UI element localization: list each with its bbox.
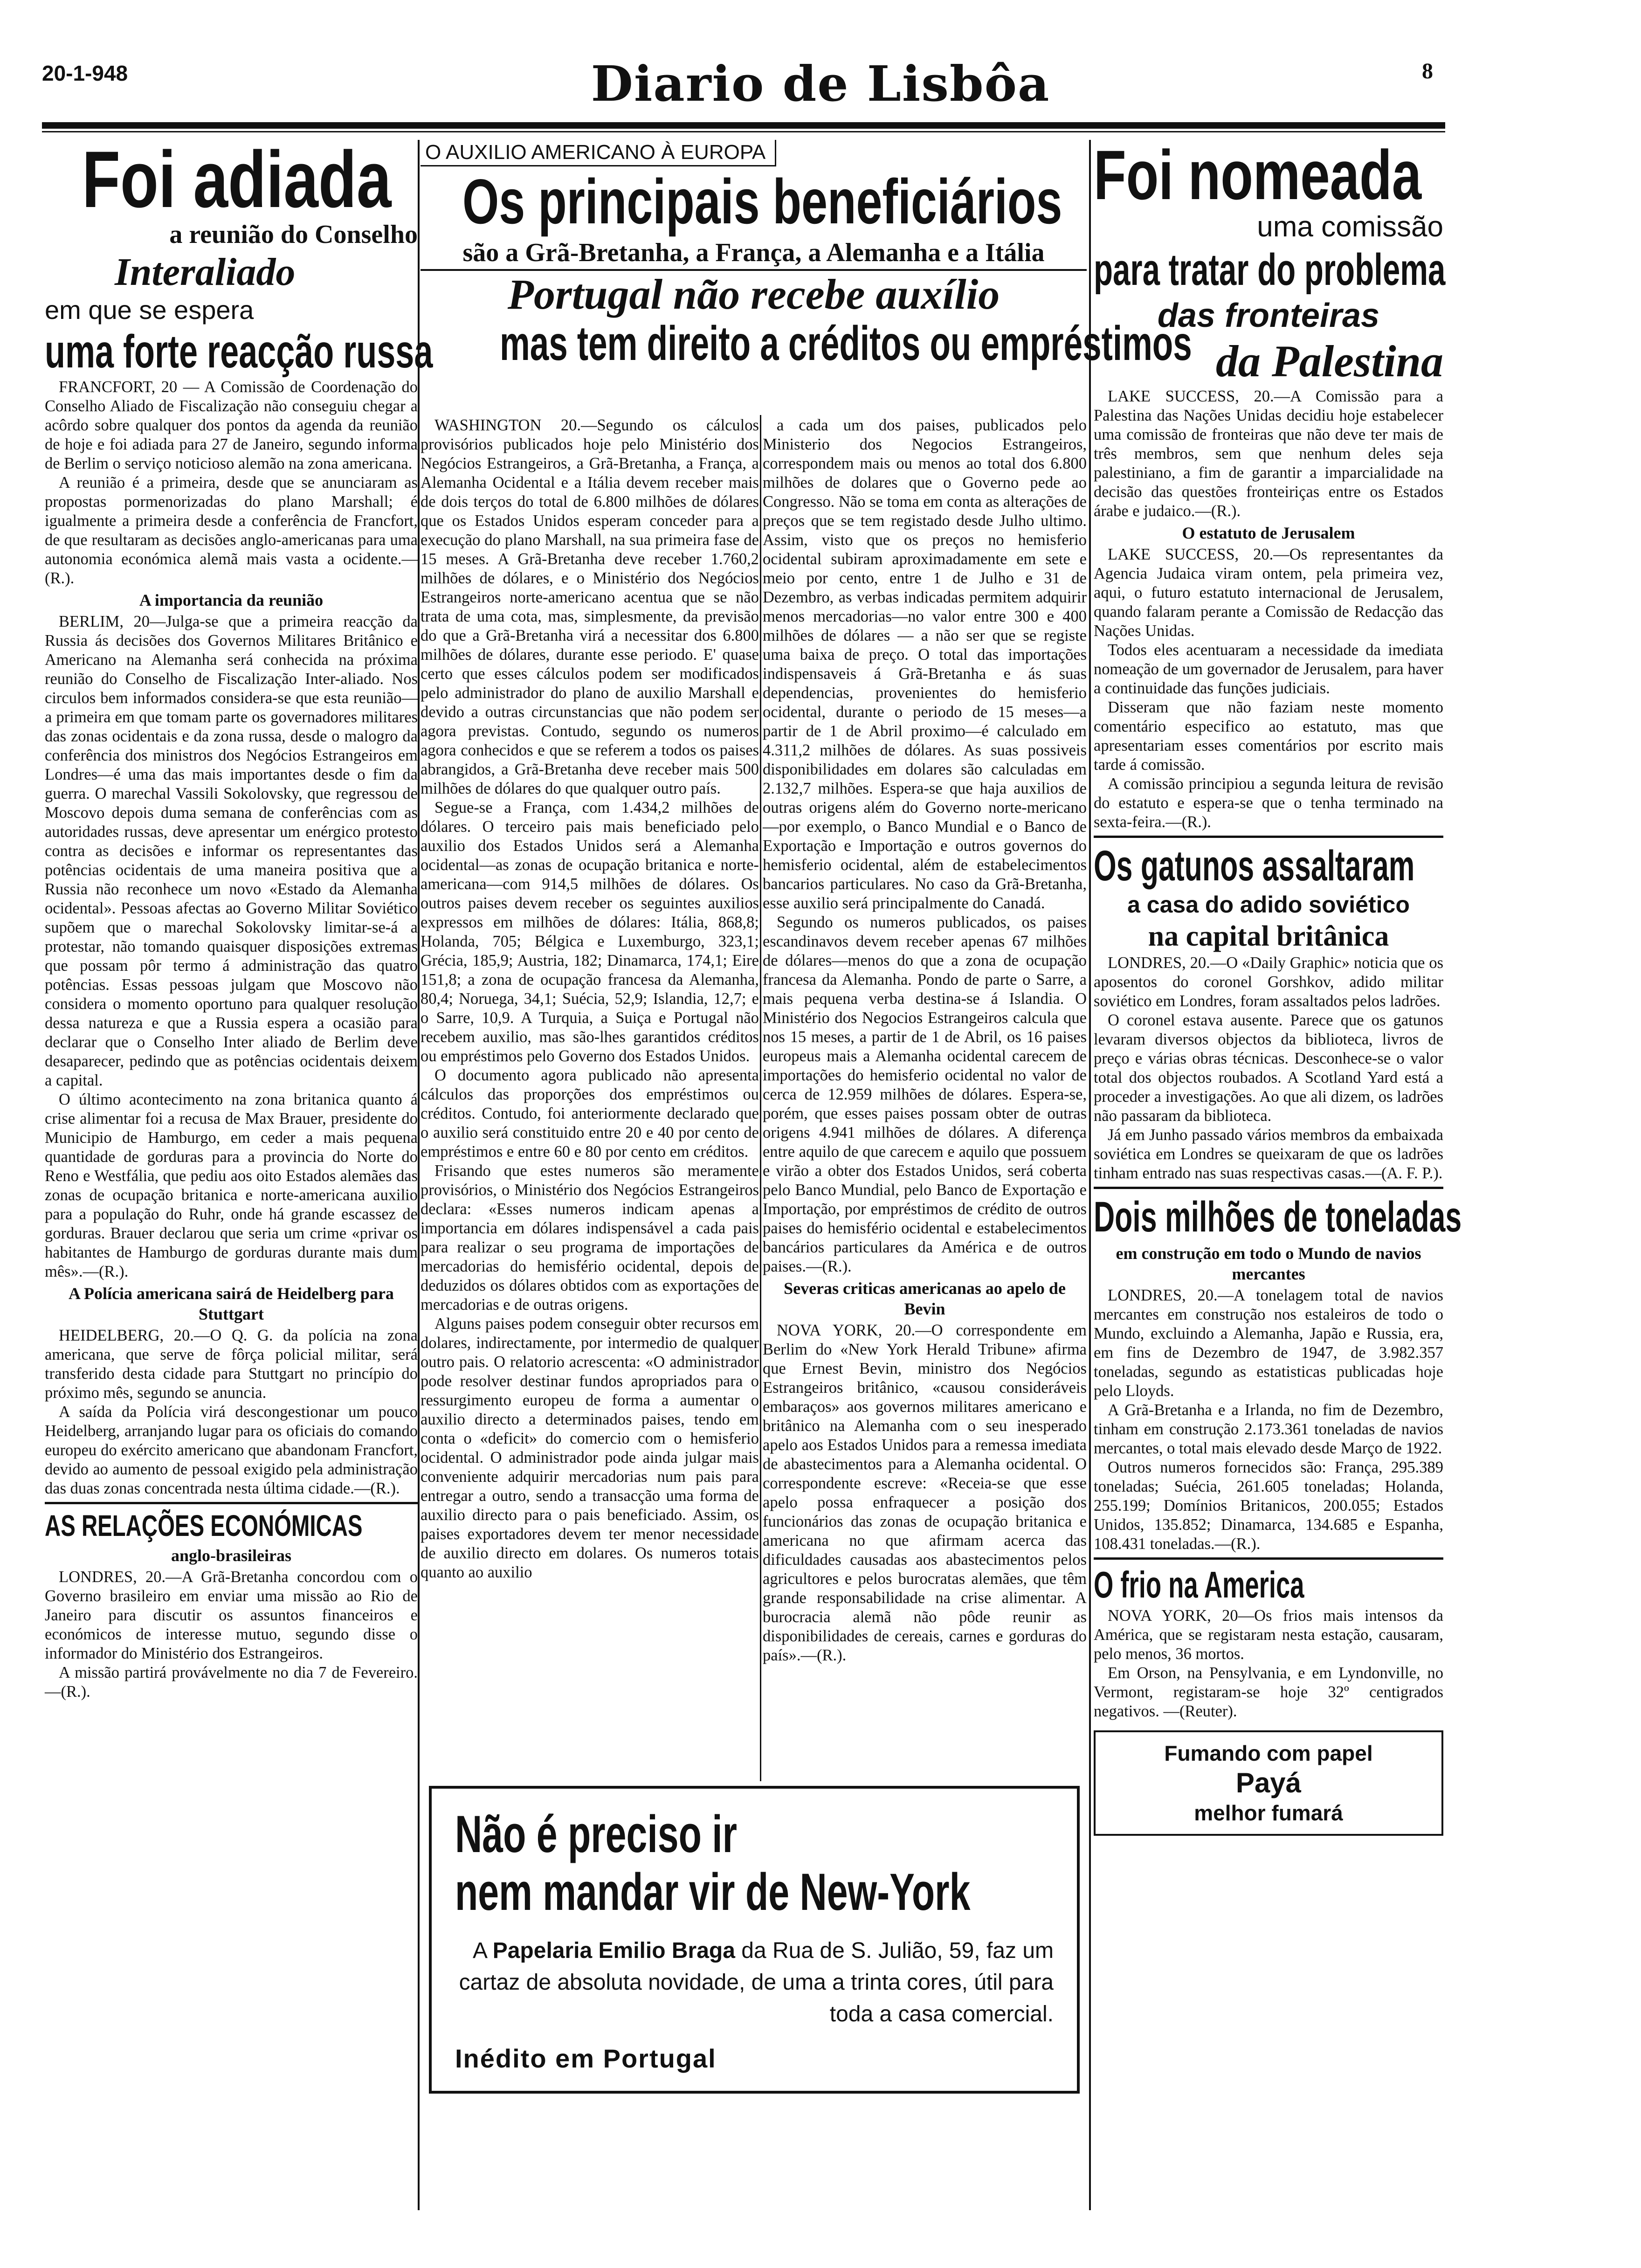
article-headline: Dois milhões de toneladas <box>1094 1193 1462 1241</box>
article-subheadline: uma forte reacção russa <box>45 325 433 378</box>
paragraph: Segundo os numeros publicados, os paises escandinavos devem receber apenas 67 milhões de dólares—menos do que a zona de ocupação francesa da Alemanha. Pondo de parte o Sarre, a mais pequena verba destina-se á Islandia. O Ministério dos Negocios Estrangeiros calcula que nos 15 meses, a partir de 1 de Abril, os 16 paises europeus mais a Alemanha ocidental carecem de importações do hemisferio ocidental no valor de cerca de 12.959 milhões de dólares. Espera-se, porém, que esses paises possam obter de outras origens 4.941 milhões de dólares. A diferença entre aquilo de que carecem e aquilo que possuem e virão a obter dos Estados Unidos, será coberta pelo Banco Mundial, pelo Banco de Exportação e Importação, por empréstimos de crédito de outros paises do hemisfério ocidental e estabelecimentos bancários particulares da América e de outros paises.—(R.). <box>763 913 1087 1275</box>
column-rule <box>1089 140 1091 2210</box>
ad-footer: Inédito em Portugal <box>455 2044 717 2073</box>
section-subheading: Severas criticas americanas ao apelo de Bevin <box>784 1279 1066 1318</box>
paragraph: LAKE SUCCESS, 20.—A Comissão para a Palestina das Nações Unidas decidiu hoje estabelecer uma comissão de fronteiras que não deve ter mais de três membros, sem que nenhum deles seja palestiniano, a fim de garantir a imparcialidade na decisão das questões fronteiriças entre os Estados árabe e judaico.—(R.). <box>1094 387 1443 520</box>
column-rule <box>760 415 761 1781</box>
ad-line: melhor fumará <box>1194 1801 1343 1825</box>
divider <box>1094 1557 1443 1560</box>
paragraph: A reunião é a primeira, desde que se anunciaram as propostas pormenorizadas do plano Marshall; é igualmente a primeira desde a conferência de Francfort, de que resultaram as decisões anglo-americanas para uma autonomia económica alemã mais vasta a ocidente.—(R.). <box>45 474 418 587</box>
ad-brand: Papelaria Emilio Braga <box>492 1938 735 1963</box>
newspaper-title: Diario de Lisbôa <box>591 55 1050 112</box>
column-rule <box>418 140 420 2210</box>
article-headline: Foi adiada <box>82 135 392 224</box>
advertisement <box>429 1786 1080 2094</box>
article-subheadline: em construção em todo o Mundo de navios mercantes <box>1116 1244 1421 1283</box>
paragraph: Todos eles acentuaram a necessidade da imediata nomeação de um governador de Jerusalem, para haver a continuidade das funções judiciais. <box>1094 641 1443 697</box>
divider <box>45 1502 418 1504</box>
paragraph: Frisando que estes numeros são meramente provisórios, o Ministério dos Negócios Estrangeiros declara: «Esses numeros indicam apenas a importancia em dólares indispensável a cada pais para realizar o seu programa de importações de mercadorias do hemisfério ocidental, depois de deduzidos os dólares obtidos com as exportações de mercadorias e de outras origens. <box>421 1162 759 1314</box>
article-body <box>763 416 1087 1665</box>
issue-date: 20-1-948 <box>42 61 128 85</box>
article-subheadline: na capital britânica <box>1148 920 1389 952</box>
section-subheading: O estatuto de Jerusalem <box>1182 524 1355 542</box>
paragraph: A missão partirá provávelmente no dia 7 de Fevereiro.—(R.). <box>45 1664 418 1701</box>
kicker: O AUXILIO AMERICANO À EUROPA <box>421 140 776 166</box>
divider <box>1094 1187 1443 1189</box>
paragraph: A saída da Polícia virá descongestionar um pouco Heidelberg, arranjando lugar para os oficiais do comando europeu do exército americano que abandonam Francfort, devido ao aumento de pessoal exigido pela administração das duas zonas concentrada nesta última cidade.—(R.). <box>45 1403 418 1497</box>
paragraph: WASHINGTON 20.—Segundo os cálculos provisórios publicados hoje pelo Ministério dos Negócios Estrangeiros, a Grã-Bretanha, a França, a Alemanha Ocidental e a Itália devem receber mais de dois terços do total de 6.800 milhões de dólares que os Estados Unidos esperam conceder para a execução do plano Marshall, na sua primeira fase de 15 meses. A Grã-Bretanha deve receber 1.760,2 milhões de dólares, e o Ministério dos Negócios Estrangeiros norte-americano acentua que se não trata de uma cota, mas, simplesmente, da previsão do que a Grã-Bretanha virá a necessitar dos 6.800 milhões de dólares, durante esse periodo. E' quase certo que esses cálculos podem ser modificados pelo administrador do plano de auxilio Marshall e devido a outras circunstancias que não podem ser agora previstas. Contudo, segundo os numeros agora conhecidos e que se referem a todos os paises abrangidos, a Grã-Bretanha deve receber mais 500 milhões de dólares do que qualquer outro país. <box>421 416 759 797</box>
article-headline: AS RELAÇÕES ECONÓMICAS <box>45 1509 363 1542</box>
paragraph: O documento agora publicado não apresenta cálculos das proporções dos empréstimos ou créditos. Contudo, foi anteriormente declarado que o auxilio será constituido entre 20 e 40 por cento de empréstimos e entre 60 e 80 por cento em créditos. <box>421 1066 759 1161</box>
masthead-rule <box>42 122 1445 129</box>
ad-headline: nem mandar vir de New-York <box>455 1863 971 1921</box>
paragraph: O último acontecimento na zona britanica quanto á crise alimentar foi a recusa de Max Brauer, presidente do Municipio de Hamburgo, em ceder a mais pequena quantidade de gorduras para a provincia do Norte do Reno e Westfália, que pediu aos oito Estados alemães das zonas de ocupação britanica e norte-americana auxilio para a população do Ruhr, onde há grande escassez de gorduras. Brauer declarou que seria um crime «privar os habitantes de Hamburgo de gorduras durante mais dum mês».—(R.). <box>45 1091 418 1280</box>
article-subheadline: para tratar do problema <box>1094 245 1446 295</box>
paragraph: LONDRES, 20.—A Grã-Bretanha concordou com o Governo brasileiro em enviar uma missão ao Rio de Janeiro para discutir os assuntos financeiros e económicos de interesse mutuo, segundo disse o informador do Ministério dos Estrangeiros. <box>45 1568 418 1662</box>
paragraph: Em Orson, na Pensylvania, e em Lyndonville, no Vermont, registaram-se hoje 32º centigrados negativos. —(Reuter). <box>1094 1664 1443 1720</box>
article-body <box>1094 387 1462 1721</box>
article-subheadline: a reunião do Conselho <box>169 220 418 249</box>
article-subheadline: mas tem direito a créditos ou empréstimos <box>500 317 1192 371</box>
article-headline: Os principais beneficiários <box>462 166 1062 237</box>
article-subheadline: a casa do adido soviético <box>1127 892 1410 918</box>
paragraph: LONDRES, 20.—A tonelagem total de navios mercantes em construção nos estaleiros de todo o Mundo, excluindo a Alemanha, Japão e Russia, era, em fins de Dezembro de 1947, de 3.982.357 toneladas, segundo as estatisticas publicadas hoje pelo Lloyds. <box>1094 1286 1443 1400</box>
paragraph: BERLIM, 20—Julga-se que a primeira reacção da Russia ás decisões dos Governos Militares Britânico e Americano na Alemanha será conhecida na próxima reunião do Conselho de Fiscalização Inter-aliado. Nos circulos bem informados considera-se que esta reunião—a primeira em que tomam parte os governadores militares das zonas ocidentais e da zona russa, desde o malogro da conferência dos ministros dos Negócios Estrangeiros em Londres—é uma das mais importantes desde o fim da guerra. O marechal Vassili Sokolovsky, que regressou de Moscovo depois duma semana de conferências com as autoridades russas, deve apresentar um enérgico protesto contra as decisões e informar os representantes das potências ocidentais de uma maneira positiva que a Russia não reconhece um novo «Estado da Alemanha ocidental». Pessoas afectas ao Governo Militar Soviético supõem que o marechal Sokolovsky limitar-se-á a protestar, não tomando quaisquer disposições extremas que possam pôr termo á administração das quatro potências. Essas pessoas julgam que Moscovo não considera o momento oportuno para qualquer resolução dessa natureza e que a Russia espera a ocasião para declarar que o Conselho Inter aliado de Berlim deve desaparecer, pedindo que as potências ocidentais deixem a capital. <box>45 613 418 1089</box>
paragraph: NOVA YORK, 20—Os frios mais intensos da América, que se registaram nesta estação, causaram, pelo menos, 36 mortos. <box>1094 1607 1443 1663</box>
article-subheadline: são a Grã-Bretanha, a França, a Alemanha e a Itália <box>421 236 1087 271</box>
paragraph: FRANCFORT, 20 — A Comissão de Coordenação do Conselho Aliado de Fiscalização não conseguiu chegar a acôrdo sobre qualquer dos pontos da agenda da reunião de hoje e foi adiada para 27 de Janeiro, segundo informa de Berlim o serviço noticioso alemão na zona americana. <box>45 378 418 472</box>
paragraph: Alguns paises podem conseguir obter recursos em dolares, indirectamente, por intermedio de qualquer outro pais. O relatorio acrescenta: «O administrador pode resolver destinar fundos apropriados para o ressurgimento europeu de forma a aumentar o auxilio directo a determinados paises, tendo em conta o «deficit» do comercio com o hemisferio ocidental. O administrador pode ainda julgar mais conveniente adquirir mercadorias num pais para entregar a outro, sendo a transacção uma forma de auxilio directo para o pais beneficiado. Assim, os paises exportadores devem ter menor necessidade de auxilio directo em dolares. Os numeros totais quanto ao auxilio <box>421 1315 759 1581</box>
article-subheadline: anglo-brasileiras <box>171 1546 291 1565</box>
divider <box>1094 836 1443 838</box>
paragraph: Segue-se a França, com 1.434,2 milhões de dólares. O terceiro pais mais beneficiado pelo auxilio dos Estados Unidos será a Alemanha ocidental—as zonas de ocupação britanica e norte-americana—com 914,5 milhões de dólares. Os outros paises devem receber os seguintes auxilios expressos em milhões de dólares: Itália, 868,8; Holanda, 705; Bélgica e Luxemburgo, 323,1; Grécia, 185,9; Austria, 182; Dinamarca, 174,1; Eire 151,8; a zona de ocupação francesa da Alemanha, 80,4; Noruega, 34,1; Suécia, 52,9; Islandia, 12,7; e o Sarre, 10,9. A Turquia, a Suiça e Portugal não recebem auxilio, mas são-lhes garantidos créditos ou empréstimos pelo Governo dos Estados Unidos. <box>421 799 759 1065</box>
paragraph: A Grã-Bretanha e a Irlanda, no fim de Dezembro, tinham em construção 2.173.361 toneladas de navios mercantes, o total mais elevado desde Março de 1922. <box>1094 1401 1443 1457</box>
article-subheadline: em que se espera <box>45 295 254 325</box>
paragraph: Já em Junho passado vários membros da embaixada soviética em Londres se queixaram de que os ladrões tinham entrado nas suas respectivas casas.—(A. F. P.). <box>1094 1126 1443 1182</box>
article-subheadline: das fronteiras <box>1157 297 1380 334</box>
ad-line: Fumando com papel <box>1164 1741 1373 1765</box>
article-body <box>421 416 759 1582</box>
paragraph: LONDRES, 20.—O «Daily Graphic» noticia que os aposentos do coronel Gorshkov, adido militar soviético em Londres, foram assaltados pelos ladrões. <box>1094 954 1443 1010</box>
ad-text: A <box>473 1938 493 1963</box>
ad-brand: Payá <box>1235 1767 1302 1798</box>
section-subheading: A importancia da reunião <box>139 591 324 609</box>
paragraph: Outros numeros fornecidos são: França, 295.389 toneladas; Suécia, 261.605 toneladas; Holanda, 255.199; Domínios Britanicos, 200.055; Estados Unidos, 135.852; Dinamarca, 134.685 e Espanha, 108.431 toneladas.—(R.). <box>1094 1459 1443 1553</box>
column-4 <box>1094 136 1462 2210</box>
article-subheadline: Portugal não recebe auxílio <box>507 270 1000 318</box>
paragraph: LAKE SUCCESS, 20.—Os representantes da Agencia Judaica viram ontem, pela primeira vez, aqui, o futuro estatuto internacional de Jerusalem, quando falaram perante a Comissão de Redacção das Nações Unidas. <box>1094 546 1443 640</box>
ad-body <box>455 1935 1054 2030</box>
centre-headline-block <box>421 140 1192 415</box>
section-subheading: A Polícia americana sairá de Heidelberg para Stuttgart <box>69 1284 394 1323</box>
paragraph: NOVA YORK, 20.—O correspondente em Berlim do «New York Herald Tribune» afirma que Ernest Bevin, ministro dos Negócios Estrangeiros britânico, «causou consideráveis embaraços» aos governos militares americano e britânico na Alemanha com o seu inesperado apelo aos Estados Unidos para a remessa imediata de abastecimentos para a Alemanha ocidental. O correspondente escreve: «Receia-se que esse apelo possa enfraquecer a posição dos funcionários das zonas de ocupação britanica e americana no que afirmam acerca das dificuldades causadas aos abastecimentos pelos agricultores e pelos burocratas alemães, que têm grande responsabilidade na crise alimentar. A burocracia alemã não pôde reunir as disponibilidades de cereais, carnes e gorduras do país».—(R.). <box>763 1321 1087 1664</box>
article-headline: Foi nomeada <box>1094 136 1422 214</box>
article-body <box>45 378 418 1701</box>
article-subheadline: uma comissão <box>1257 211 1443 243</box>
column-2 <box>421 416 759 1781</box>
paragraph: A comissão principiou a segunda leitura de revisão do estatuto e espera-se que o tenha terminado na sexta-feira.—(R.). <box>1094 775 1443 831</box>
column-1 <box>45 135 433 2210</box>
masthead <box>0 0 1641 126</box>
article-subheadline: Interaliado <box>115 250 296 294</box>
paragraph: O coronel estava ausente. Parece que os gatunos levaram diversos objectos da biblioteca, livros de preço e várias obras técnicas. Desconhece-se o valor total dos objectos roubados. A Scotland Yard está a proceder a investigações. Ao que ali dizem, os ladrões não passaram da biblioteca. <box>1094 1011 1443 1125</box>
page-number: 8 <box>1422 59 1433 83</box>
column-3 <box>763 416 1087 1781</box>
article-headline: O frio na America <box>1094 1564 1304 1605</box>
article-headline: Os gatunos assaltaram <box>1094 842 1415 890</box>
paragraph: Disseram que não faziam neste momento comentário especifico ao estatuto, mas que apresentariam esses comentários por escrito mais tarde á comissão. <box>1094 698 1443 774</box>
paragraph: HEIDELBERG, 20.—O Q. G. da polícia na zona americana, que serve de fôrça policial militar, será transferido desta cidade para Stuttgart no princípio do próximo mês, segundo se anuncia. <box>45 1327 418 1402</box>
cigarette-paper-ad <box>1094 1730 1443 1836</box>
article-subheadline: da Palestina <box>1215 336 1443 386</box>
masthead-rule-thin <box>42 131 1445 132</box>
ad-text: da Rua de S. Julião, 59, faz um cartaz de absoluta novidade, de uma a trinta cores, útil para toda a casa comercial. <box>459 1938 1054 2026</box>
ad-headline: Não é preciso ir <box>455 1805 738 1863</box>
paragraph: a cada um dos paises, publicados pelo Ministerio dos Negocios Estrangeiros, correspondem mais ou menos ao total dos 6.800 milhões de dolares que o Governo pede ao Congresso. Não se toma em conta as alterações de preços que se tem registado desde Julho ultimo. Assim, visto que os preços no hemisferio ocidental subiram aproximadamente em sete e meio por cento, entre 1 de Julho e 31 de Dezembro, as verbas indicadas permitem adquirir menos mercadorias—no valor entre 300 e 400 milhões de dólares — a não ser que se registe uma baixa de preço. O total das importações indispensaveis á Grã-Bretanha e ás suas dependencias, provenientes do hemisferio ocidental, durante o periodo de 15 meses—a partir de 1 de Abril proximo—é calculado em 4.311,2 milhões de dólares. As suas possiveis disponibilidades em dolares são calculadas em 2.132,7 milhões. Espera-se que haja auxilios de outras origens além do Governo norte-mericano—por exemplo, o Banco Mundial e o Banco de Exportação e Importação e outros governos do hemisferio ocidental, além de estabelecimentos bancarios particulares. No caso da Grã-Bretanha, esse auxilio será principalmente do Canadá. <box>763 416 1087 912</box>
